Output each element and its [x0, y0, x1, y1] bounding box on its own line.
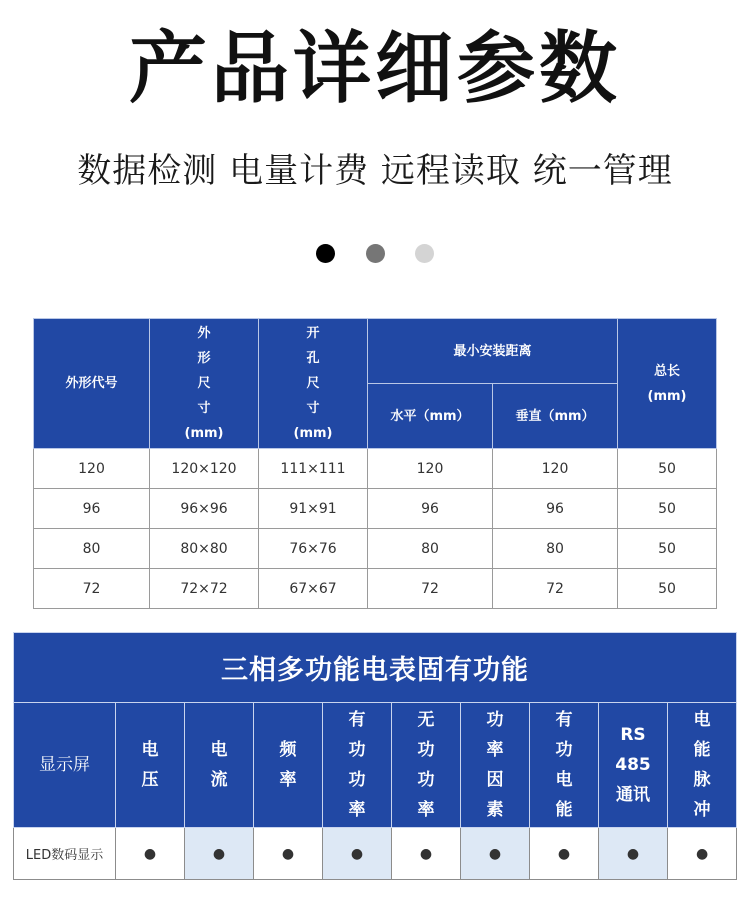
- cell-cutout-size: 67×67: [259, 569, 368, 609]
- header-rs485: RS 485 通讯: [599, 703, 668, 828]
- header-power-factor: 功 率 因 素: [461, 703, 530, 828]
- carousel-dot-active[interactable]: [316, 244, 335, 263]
- cell-horizontal: 72: [368, 569, 493, 609]
- features-table: [13, 632, 737, 880]
- cell-vertical: 72: [493, 569, 618, 609]
- header-reactive-power: 无 功 功 率: [392, 703, 461, 828]
- carousel-dot-3[interactable]: [415, 244, 434, 263]
- carousel-dot-2[interactable]: [366, 244, 385, 263]
- bullet-icon: ●: [392, 828, 461, 880]
- header-voltage: 电 压: [116, 703, 185, 828]
- header-horizontal: 水平（mm）: [368, 384, 493, 449]
- cell-vertical: 120: [493, 449, 618, 489]
- cell-code: 80: [34, 529, 150, 569]
- header-energy-pulse: 电 能 脉 冲: [668, 703, 737, 828]
- bullet-icon: ●: [185, 828, 254, 880]
- cell-code: 120: [34, 449, 150, 489]
- cell-total-length: 50: [618, 449, 717, 489]
- cell-outer-size: 72×72: [150, 569, 259, 609]
- cell-cutout-size: 91×91: [259, 489, 368, 529]
- bullet-icon: ●: [668, 828, 737, 880]
- cell-vertical: 80: [493, 529, 618, 569]
- cell-outer-size: 96×96: [150, 489, 259, 529]
- bullet-icon: ●: [530, 828, 599, 880]
- header-vertical: 垂直（mm）: [493, 384, 618, 449]
- header-min-spacing: 最小安装距离: [368, 319, 618, 384]
- cell-outer-size: 120×120: [150, 449, 259, 489]
- bullet-icon: ●: [116, 828, 185, 880]
- header-cutout-size: 开 孔 尺 寸 (mm): [259, 319, 368, 449]
- cell-total-length: 50: [618, 569, 717, 609]
- header-total-length: 总长 (mm): [618, 319, 717, 449]
- header-outer-size: 外 形 尺 寸 (mm): [150, 319, 259, 449]
- cell-vertical: 96: [493, 489, 618, 529]
- cell-cutout-size: 76×76: [259, 529, 368, 569]
- bullet-icon: ●: [254, 828, 323, 880]
- header-code: 外形代号: [34, 319, 150, 449]
- cell-horizontal: 80: [368, 529, 493, 569]
- bullet-icon: ●: [461, 828, 530, 880]
- cell-total-length: 50: [618, 529, 717, 569]
- header-active-energy: 有 功 电 能: [530, 703, 599, 828]
- row-label: LED数码显示: [14, 828, 116, 880]
- cell-horizontal: 96: [368, 489, 493, 529]
- header-display: 显示屏: [14, 703, 116, 828]
- header-frequency: 频 率: [254, 703, 323, 828]
- features-caption: 三相多功能电表固有功能: [14, 633, 737, 703]
- table-row: [34, 489, 717, 529]
- header-active-power: 有 功 功 率: [323, 703, 392, 828]
- cell-horizontal: 120: [368, 449, 493, 489]
- cell-total-length: 50: [618, 489, 717, 529]
- bullet-icon: ●: [323, 828, 392, 880]
- table-row: [34, 569, 717, 609]
- table-row: [34, 449, 717, 489]
- bullet-icon: ●: [599, 828, 668, 880]
- carousel-indicator: [0, 244, 750, 264]
- page-title: 产品详细参数: [128, 24, 621, 114]
- cell-cutout-size: 111×111: [259, 449, 368, 489]
- table-row: [34, 529, 717, 569]
- cell-code: 96: [34, 489, 150, 529]
- page-subtitle: 数据检测 电量计费 远程读取 统一管理: [77, 151, 673, 191]
- header-current: 电 流: [185, 703, 254, 828]
- table-row: [14, 828, 737, 880]
- cell-code: 72: [34, 569, 150, 609]
- params-table: [33, 318, 717, 609]
- cell-outer-size: 80×80: [150, 529, 259, 569]
